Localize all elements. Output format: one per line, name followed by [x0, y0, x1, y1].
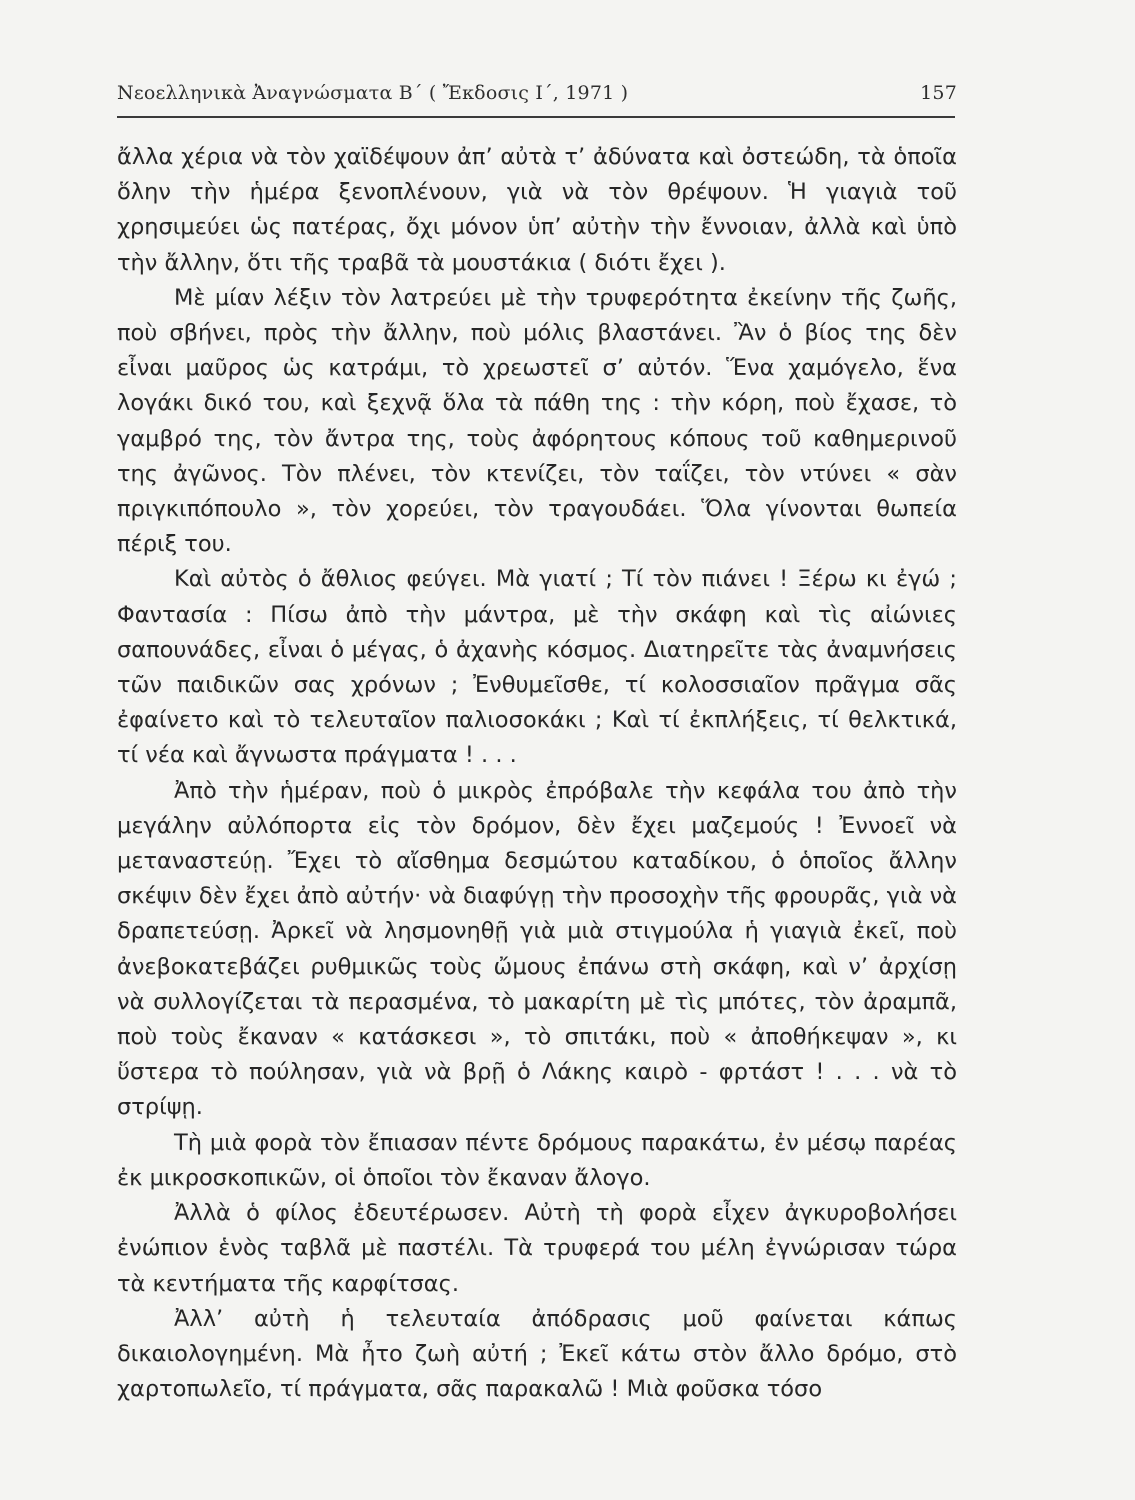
book-title: Νεοελληνικὰ Ἀναγνώσματα Β΄ ( Ἔκδοσις Ι΄, 1971 )	[117, 82, 629, 104]
paragraph: Τὴ μιὰ φορὰ τὸν ἔπιασαν πέντε δρόμους παρακάτω, ἐν μέσῳ παρέας ἐκ μικροσκοπικῶν, οἱ ὁποῖοι τὸν ἔκαναν ἄλογο.	[117, 1129, 957, 1191]
running-header	[117, 82, 957, 116]
page-number: 157	[920, 82, 957, 104]
paragraph: Ἀλλὰ ὁ φίλος ἐδευτέρωσεν. Αὐτὴ τὴ φορὰ εἶχεν ἀγκυροβολήσει ἐνώπιον ἑνὸς ταβλᾶ μὲ παστέλι. Τὰ τρυφερά του μέλη ἐγνώρισαν τώρα τὰ κεντήματα τῆς καρφίτσας.	[117, 1200, 957, 1297]
paragraph: Καὶ αὐτὸς ὁ ἄθλιος φεύγει. Μὰ γιατί ; Τί τὸν πιάνει ! Ξέρω κι ἐγώ ; Φαντασία : Πίσω ἀπὸ τὴν μάντρα, μὲ τὴν σκάφη καὶ τὶς αἰώνιες σαπουνάδες, εἶναι ὁ μέγας, ὁ ἀχανὴς κόσμος. Διατηρεῖτε τὰς ἀναμνήσεις τῶν παιδικῶν σας χρόνων ; Ἐνθυμεῖσθε, τί κολοσσιαῖον πρᾶγμα σᾶς ἐφαίνετο καὶ τὸ τελευταῖον παλιοσοκάκι ; Καὶ τί ἐκπλήξεις, τί θελκτικά, τί νέα καὶ ἄγνωστα πράγματα ! . . .	[117, 566, 957, 769]
body-text	[117, 140, 957, 1407]
header-rule	[117, 116, 955, 118]
paragraph: Μὲ μίαν λέξιν τὸν λατρεύει μὲ τὴν τρυφερότητα ἐκείνην τῆς ζωῆς, ποὺ σβήνει, πρὸς τὴν ἄλλην, ποὺ μόλις βλαστάνει. Ἂν ὁ βίος της δὲν εἶναι μαῦρος ὡς κατράμι, τὸ χρεωστεῖ σ’ αὐτόν. Ἕνα χαμόγελο, ἕνα λογάκι δικό του, καὶ ξεχνᾷ ὅλα τὰ πάθη της : τὴν κόρη, ποὺ ἔχασε, τὸ γαμβρό της, τὸν ἄντρα της, τοὺς ἀφόρητους κόπους τοῦ καθημερινοῦ της ἀγῶνος. Τὸν πλένει, τὸν κτενίζει, τὸν ταΐζει, τὸν ντύνει « σὰν πριγκιπόπουλο », τὸν χορεύει, τὸν τραγουδάει. Ὅλα γίνονται θωπεία πέριξ του.	[117, 284, 957, 558]
paragraph: Ἀπὸ τὴν ἡμέραν, ποὺ ὁ μικρὸς ἐπρόβαλε τὴν κεφάλα του ἀπὸ τὴν μεγάλην αὐλόπορτα εἰς τὸν δρόμον, δὲν ἔχει μαζεμούς ! Ἐννοεῖ νὰ μεταναστεύῃ. Ἔχει τὸ αἴσθημα δεσμώτου καταδίκου, ὁ ὁποῖος ἄλλην σκέψιν δὲν ἔχει ἀπὸ αὐτήν· νὰ διαφύγῃ τὴν προσοχὴν τῆς φρουρᾶς, γιὰ νὰ δραπετεύσῃ. Ἀρκεῖ νὰ λησμονηθῇ γιὰ μιὰ στιγμούλα ἡ γιαγιὰ ἐκεῖ, ποὺ ἀνεβοκατεβάζει ρυθμικῶς τοὺς ὤμους ἐπάνω στὴ σκάφη, καὶ ν’ ἀρχίσῃ νὰ συλλογίζεται τὰ περασμένα, τὸ μακαρίτη μὲ τὶς μπότες, τὸν ἀραμπᾶ, ποὺ τοὺς ἔκαναν « κατάσκεσι », τὸ σπιτάκι, ποὺ « ἀποθήκεψαν », κι ὕστερα τὸ πούλησαν, γιὰ νὰ βρῇ ὁ Λάκης καιρὸ - φρτάστ ! . . . νὰ τὸ στρίψῃ.	[117, 777, 957, 1121]
paragraph: ἄλλα χέρια νὰ τὸν χαϊδέψουν ἀπ’ αὐτὰ τ’ ἀδύνατα καὶ ὀστεώδη, τὰ ὁποῖα ὅλην τὴν ἡμέρα ξενοπλένουν, γιὰ νὰ τὸν θρέψουν. Ἡ γιαγιὰ τοῦ χρησιμεύει ὡς πατέρας, ὄχι μόνον ὑπ’ αὐτὴν τὴν ἔννοιαν, ἀλλὰ καὶ ὑπὸ τὴν ἄλλην, ὅτι τῆς τραβᾶ τὰ μουστάκια ( διότι ἔχει ).	[117, 144, 957, 276]
paragraph: Ἀλλ’ αὐτὴ ἡ τελευταία ἀπόδρασις μοῦ φαίνεται κάπως δικαιολογημένη. Μὰ ἦτο ζωὴ αὐτή ; Ἐκεῖ κάτω στὸν ἄλλο δρόμο, στὸ χαρτοπωλεῖο, τί πράγματα, σᾶς παρακαλῶ ! Μιὰ φοῦσκα τόσο	[117, 1305, 957, 1403]
